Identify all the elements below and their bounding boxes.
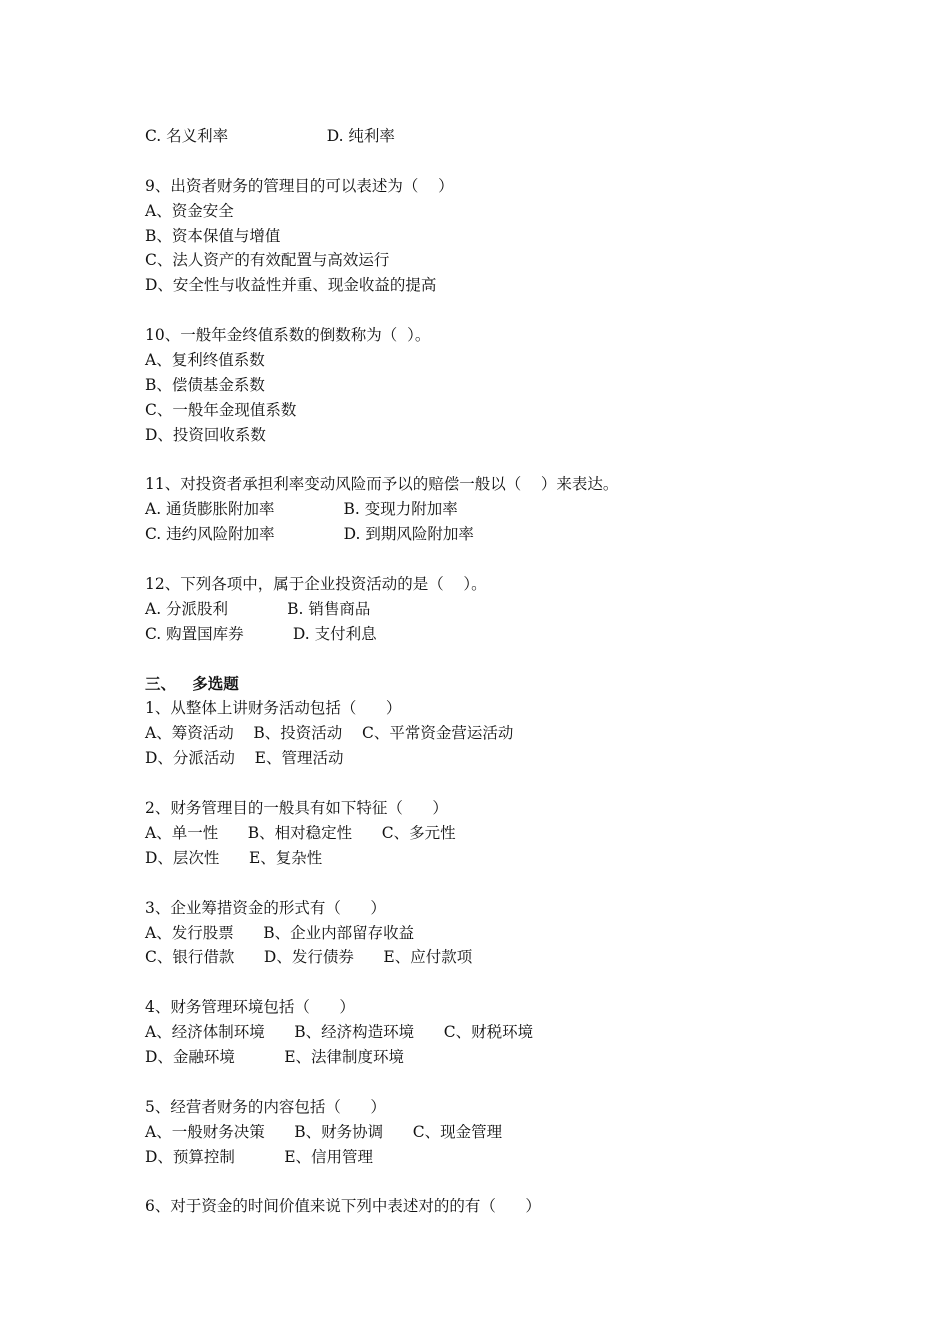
option-line: D、安全性与收益性并重、现金收益的提高 bbox=[145, 276, 437, 295]
option-line: A、筹资活动 B、投资活动 C、平常资金营运活动 bbox=[145, 724, 514, 743]
option-line: B、偿债基金系数 bbox=[145, 375, 265, 394]
multi-question-4: 4、财务管理环境包括（ ） bbox=[145, 998, 355, 1017]
option-line: D、分派活动 E、管理活动 bbox=[145, 749, 344, 768]
option-line: D、金融环境 E、法律制度环境 bbox=[145, 1047, 405, 1066]
option-line: C、银行借款 D、发行债券 E、应付款项 bbox=[145, 948, 473, 967]
multi-question-3: 3、企业筹措资金的形式有（ ） bbox=[145, 898, 386, 917]
option-line: D、投资回收系数 bbox=[145, 425, 266, 444]
option-line: D、层次性 E、复杂性 bbox=[145, 848, 323, 867]
multi-question-2: 2、财务管理目的一般具有如下特征（ ） bbox=[145, 799, 448, 818]
option-line: A、资金安全 bbox=[145, 201, 234, 220]
blank-line bbox=[145, 149, 845, 174]
option-line: A、复利终值系数 bbox=[145, 351, 265, 370]
blank-line bbox=[145, 547, 845, 572]
option-line: A、单一性 B、相对稳定性 C、多元性 bbox=[145, 823, 456, 842]
question-12: 12、下列各项中，属于企业投资活动的是（ ）。 bbox=[145, 575, 487, 594]
blank-line bbox=[145, 871, 845, 896]
question-9: 9、出资者财务的管理目的可以表述为（ ） bbox=[145, 176, 454, 195]
option-line: A、发行股票 B、企业内部留存收益 bbox=[145, 923, 415, 942]
option-line: C. 购置国库券 D. 支付利息 bbox=[145, 624, 377, 643]
question-10: 10、一般年金终值系数的倒数称为（ ）。 bbox=[145, 326, 431, 345]
option-line: A. 通货膨胀附加率 B. 变现力附加率 bbox=[145, 500, 458, 519]
multi-question-6: 6、对于资金的时间价值来说下列中表述对的的有（ ） bbox=[145, 1197, 541, 1216]
section-heading: 三、 多选题 bbox=[145, 673, 239, 693]
blank-line bbox=[145, 647, 845, 672]
document-page bbox=[145, 124, 845, 1219]
question-11: 11、对投资者承担利率变动风险而予以的赔偿一般以（ ）来表达。 bbox=[145, 475, 619, 494]
option-line: A、一般财务决策 B、财务协调 C、现金管理 bbox=[145, 1122, 503, 1141]
blank-line bbox=[145, 970, 845, 995]
option-line: C、法人资产的有效配置与高效运行 bbox=[145, 251, 390, 270]
option-line: D、预算控制 E、信用管理 bbox=[145, 1147, 374, 1166]
option-line: B、资本保值与增值 bbox=[145, 226, 281, 245]
text-line: C. 名义利率 D. 纯利率 bbox=[145, 127, 395, 145]
blank-line bbox=[145, 448, 845, 473]
option-line: C、一般年金现值系数 bbox=[145, 400, 297, 419]
blank-line bbox=[145, 1169, 845, 1194]
blank-line bbox=[145, 771, 845, 796]
multi-question-1: 1、从整体上讲财务活动包括（ ） bbox=[145, 699, 402, 718]
multi-question-5: 5、经营者财务的内容包括（ ） bbox=[145, 1097, 386, 1116]
option-line: A. 分派股利 B. 销售商品 bbox=[145, 599, 371, 618]
blank-line bbox=[145, 298, 845, 323]
option-line: A、经济体制环境 B、经济构造环境 C、财税环境 bbox=[145, 1023, 534, 1042]
blank-line bbox=[145, 1070, 845, 1095]
option-line: C. 违约风险附加率 D. 到期风险附加率 bbox=[145, 525, 474, 544]
